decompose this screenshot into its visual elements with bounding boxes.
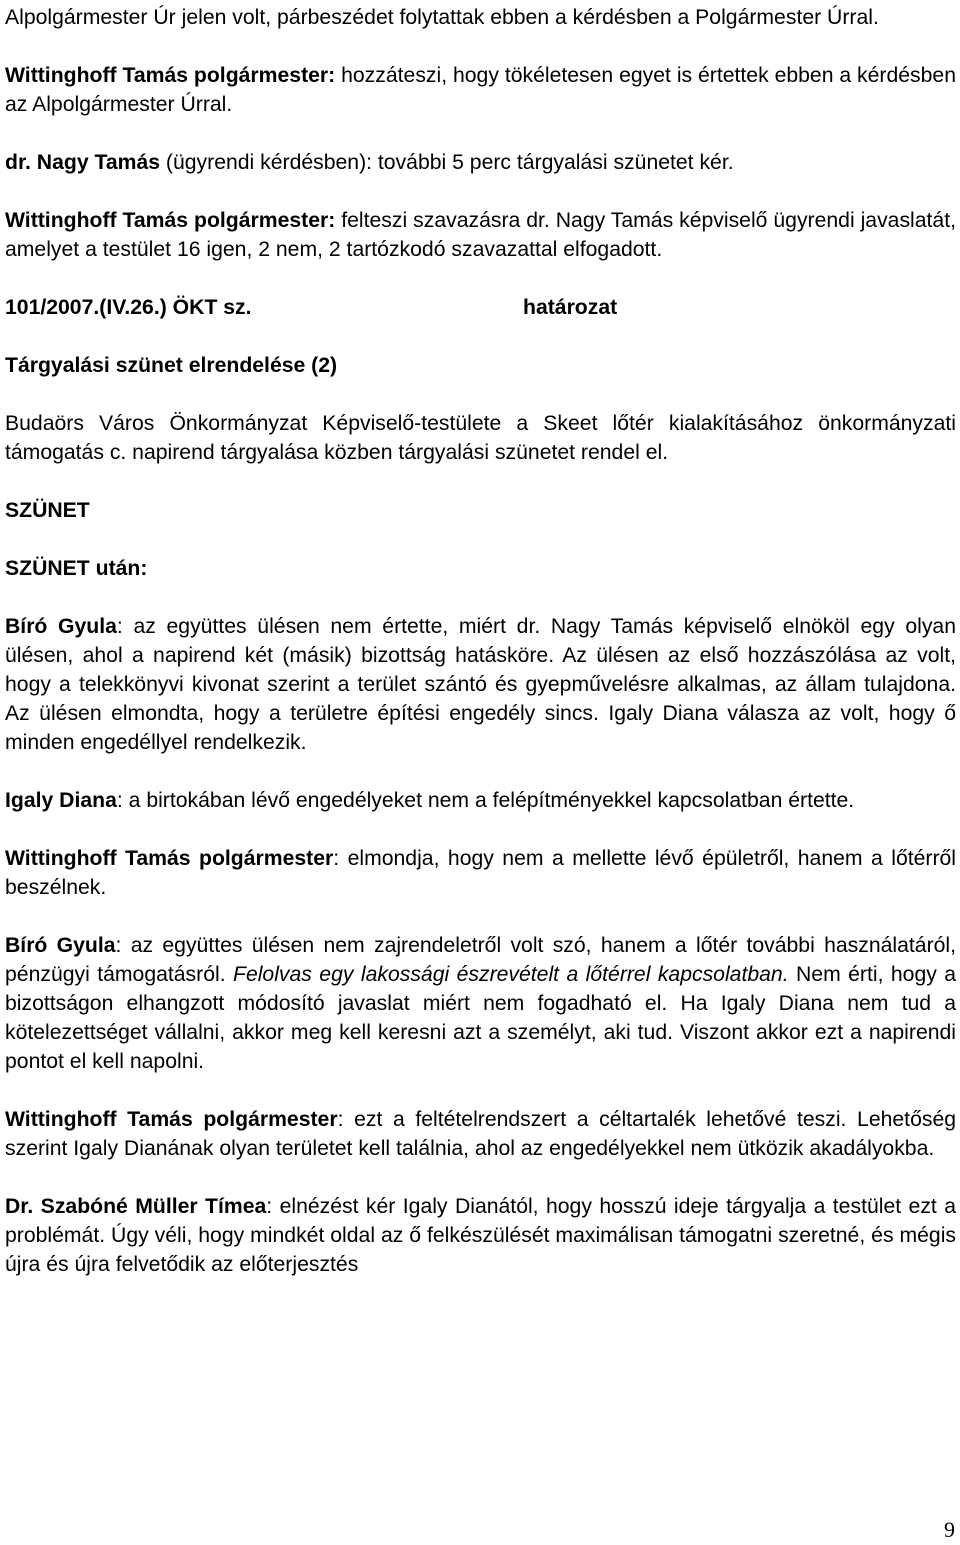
resolution-body: Budaörs Város Önkormányzat Képviselő-testülete a Skeet lőtér kialakításához önkormányzati támogatás c. napirend tárgyalása közben tárgyalási szünetet rendel el. [5,412,956,464]
statement-text: : az együttes ülésen nem zajrendeletről volt szó, hanem a lőtér további használatáról, pénzügyi támogatásról. [5,934,957,986]
speaker-name: dr. Nagy Tamás [5,151,161,174]
statement-text: : elmondja, hogy nem a mellette lévő épületről, hanem a lőtérről beszélnek. [5,847,956,899]
resolution-kind: határozat [523,296,618,319]
paragraph-vice-mayor-present [5,3,956,32]
speaker-name: Igaly Diana [5,789,117,812]
speaker-name: Dr. Szabóné Müller Tímea [5,1195,267,1218]
statement-text: : elnézést kér Igaly Dianától, hogy hosszú ideje tárgyalja a testület ezt a problémát. Úgy véli, hogy mindkét oldal az ő felkészülését maximálisan támogatni szeretné, és mégis újra és újra felvetődik az előterjesztés [5,1195,956,1276]
paragraph-text: (ügyrendi kérdésben): további 5 perc tárgyalási szünetet kér. [160,151,734,174]
speaker-name: Wittinghoff Tamás polgármester: [5,209,336,232]
speaker-name: Bíró Gyula [5,615,117,638]
statement-italic-note: Felolvas egy lakossági észrevételt a lőtérrel kapcsolatban. [233,963,789,986]
statement-text: : ezt a feltételrendszert a céltartalék lehetővé teszi. Lehetőség szerint Igaly Dianának olyan területet kell találnia, ahol az engedélyekkel nem ütközik akadályokba. [5,1108,957,1160]
speaker-name: Wittinghoff Tamás polgármester [5,847,334,870]
resolution-header [5,293,956,322]
paragraph-mayor-vote [5,206,956,264]
break-after-label: SZÜNET után: [5,557,148,580]
statement-biro-2 [5,931,956,1076]
statement-text: : a birtokában lévő engedélyeket nem a felépítményekkel kapcsolatban értette. [116,789,855,812]
statement-text: : az együttes ülésen nem értette, miért dr. Nagy Tamás képviselő elnököl egy olyan ülésen, ahol a napirend két (másik) bizottság hatásköre. Az ülésen az első hozzászólása az volt, hogy a telekkönyvi kivonat szerint a terület szántó és gyepművelésre alkalmas, az állam tulajdona. Az ülésen elmondta, hogy a területre építési engedély sincs. Igaly Diana válasza az volt, hogy ő minden engedéllyel rendelkezik. [5,615,956,754]
statement-text-continued: Nem érti, hogy a bizottságon elhangzott módosító javaslat miért nem fogadható el. Ha Igaly Diana nem tud a kötelezettséget vállalni, akkor meg kell keresni azt a személyt, aki tud. Viszont akkor ezt a napirendi pontot el kell napolni. [5,963,957,1073]
speaker-name: Wittinghoff Tamás polgármester [5,1108,338,1131]
statement-biro-1 [5,612,956,757]
resolution-number: 101/2007.(IV.26.) ÖKT sz. [5,296,252,319]
statement-mayor-2 [5,1105,956,1163]
speaker-name: Wittinghoff Tamás polgármester: [5,64,336,87]
paragraph-text: felteszi szavazásra dr. Nagy Tamás képviselő ügyrendi javaslatát, amelyet a testület 16 igen, 2 nem, 2 tartózkodó szavazattal elfogadott. [5,209,956,261]
statement-mayor-1 [5,844,956,902]
speaker-name: Bíró Gyula [5,934,116,957]
document-body [5,3,956,1279]
resolution-title: Tárgyalási szünet elrendelése (2) [5,354,338,377]
paragraph-nagy-request [5,148,956,177]
statement-igaly [5,786,956,815]
paragraph-text: Alpolgármester Úr jelen volt, párbeszédet folytattak ebben a kérdésben a Polgármester Úrral. [5,6,879,29]
statement-szabone [5,1192,956,1279]
paragraph-text: hozzáteszi, hogy tökéletesen egyet is értettek ebben a kérdésben az Alpolgármester Úrral. [5,64,956,116]
paragraph-mayor-addition [5,61,956,119]
break-label: SZÜNET [5,499,90,522]
page-number: 9 [944,1517,955,1542]
